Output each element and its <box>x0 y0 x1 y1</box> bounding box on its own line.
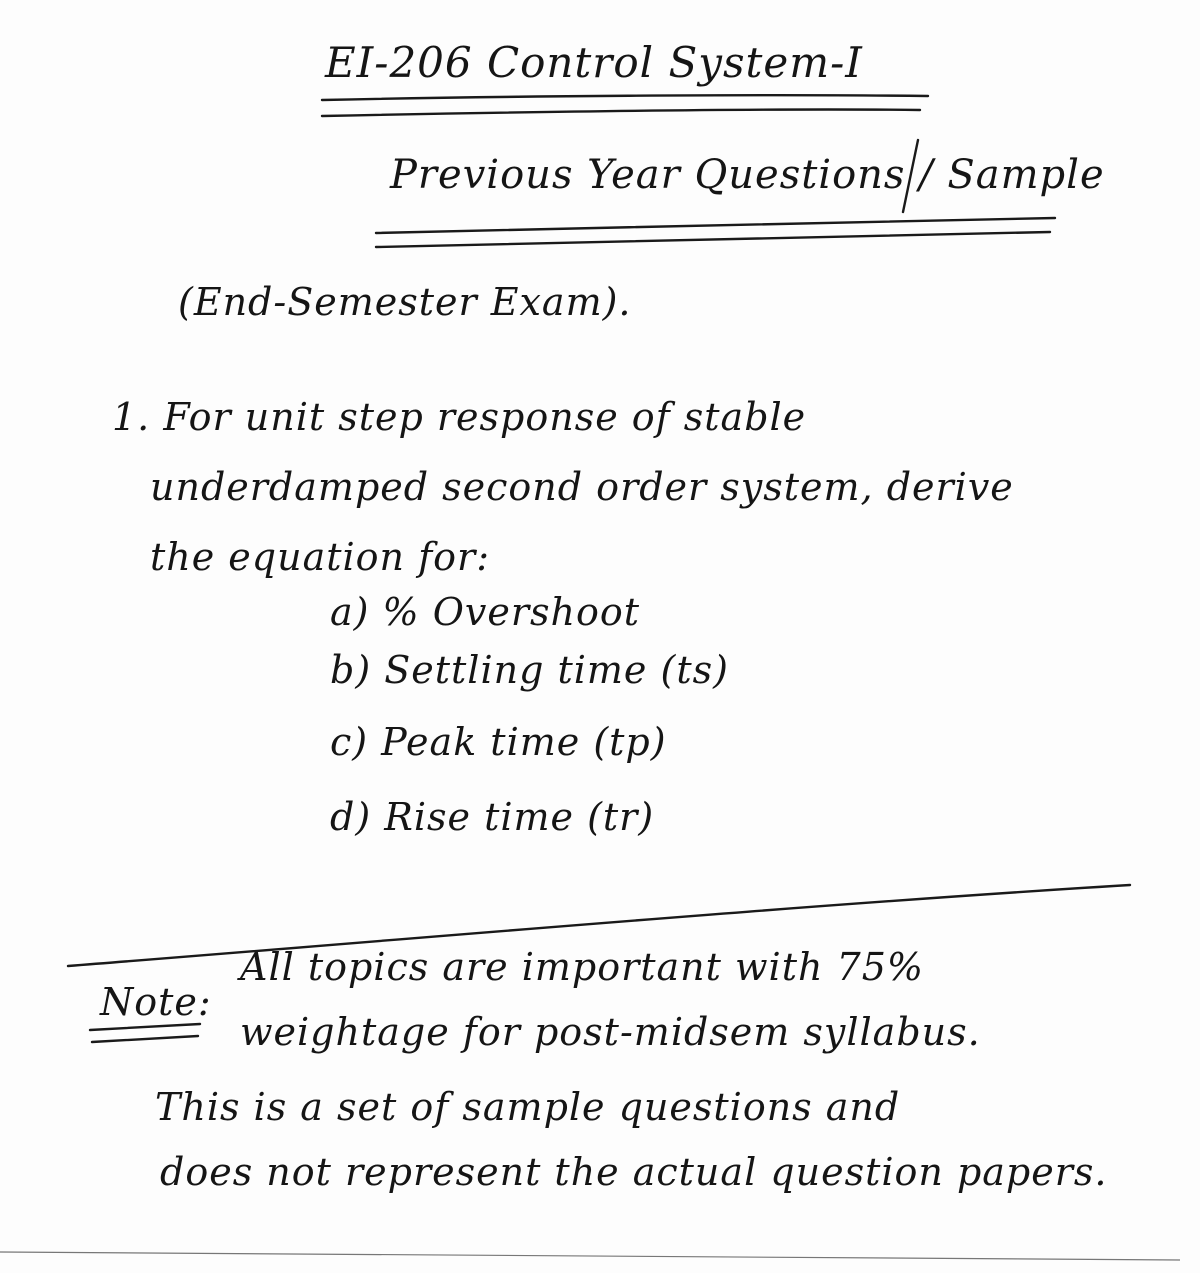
page-bottom-edge <box>0 1252 1180 1260</box>
page-subtitle: Previous Year Questions / Sample <box>390 152 1105 198</box>
note-underline-1 <box>90 1024 200 1030</box>
question-1-line-2: underdamped second order system, derive <box>150 465 1014 509</box>
subtitle-underline-1 <box>376 218 1055 233</box>
note-line-1: All topics are important with 75% <box>240 945 924 989</box>
title-underline-2 <box>322 109 920 116</box>
page-title: EI-206 Control System-I <box>325 38 863 87</box>
question-1-line-3: the equation for: <box>150 535 491 579</box>
exam-type: (End-Semester Exam). <box>178 280 632 324</box>
question-1-item-c: c) Peak time (tp) <box>330 720 667 764</box>
note-underline-2 <box>92 1036 198 1042</box>
note-label: Note: <box>100 980 212 1024</box>
note-line-4: does not represent the actual question papers. <box>160 1150 1108 1194</box>
subtitle-underline-2 <box>376 232 1050 247</box>
question-1-line-1: 1. For unit step response of stable <box>112 395 807 439</box>
title-underline-1 <box>322 95 928 100</box>
question-1-item-d: d) Rise time (tr) <box>330 795 655 839</box>
question-1-item-b: b) Settling time (ts) <box>330 648 729 692</box>
note-line-2: weightage for post-midsem syllabus. <box>240 1010 981 1054</box>
note-line-3: This is a set of sample questions and <box>155 1085 901 1129</box>
question-1-item-a: a) % Overshoot <box>330 590 641 634</box>
